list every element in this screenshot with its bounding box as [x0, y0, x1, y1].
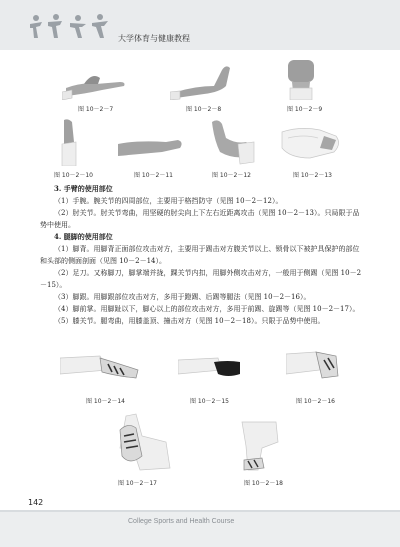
figure-photo-palm-heel — [170, 58, 240, 100]
paragraph: （1）脚背。用脚背正面部位攻击对方，主要用于踢击对方腹关节以上、锁骨以下被护具保护的部位和头部的侧面剖面（见图 10－2－14）。 — [40, 245, 360, 265]
figure-caption: 图 10－2－11 — [134, 172, 173, 179]
figure-photo-spear-hand — [56, 118, 82, 166]
figure-photo-hand-knife — [62, 58, 132, 100]
figure-photo-heel — [286, 348, 342, 388]
figure-photo-elbow — [280, 122, 342, 166]
figure-caption: 图 10－2－17 — [118, 480, 157, 487]
section-heading: 3. 手臂的使用部位 — [54, 184, 113, 193]
figure-photo-knee — [236, 420, 286, 472]
paragraph: （3）脚跟。用脚跟部位攻击对方，多用于蹬踢、后踢等腿法（见图 10－2－16）。 — [54, 293, 311, 301]
header-title: 大学体育与健康教程 — [118, 34, 190, 43]
figure-photo-knife-foot — [178, 356, 242, 388]
figure-photo-fist — [278, 56, 328, 100]
figure-caption: 图 10－2－14 — [86, 398, 125, 405]
page-number: 142 — [28, 498, 44, 507]
paragraph: （4）脚前掌。用脚趾以下，脚心以上的部位攻击对方，多用于前踢、旋踢等（见图 10－2－17）。 — [54, 305, 360, 313]
figure-photo-ball-of-foot — [106, 412, 176, 472]
figure-photo-forearm — [118, 130, 184, 164]
figure-caption: 图 10－2－10 — [54, 172, 93, 179]
section-heading: 4. 腿脚的使用部位 — [54, 232, 113, 241]
paragraph: （2）足刀。又称脚刀，脚掌端并拢，踝关节内扣，用脚外侧攻击对方，一般用于侧踢（见图 10－2－15）。 — [40, 269, 362, 289]
paragraph: （2）肘关节。肘关节弯曲，用坚硬的肘尖向上下左右近距离攻击（见图 10－2－13）。只局限于品势中使用。 — [40, 209, 360, 229]
paragraph: （5）膝关节。腿弯曲，用膝盖顶、撞击对方（见图 10－2－18）。只限于品势中使用。 — [54, 317, 325, 325]
body-text — [40, 183, 362, 327]
figure-caption: 图 10－2－13 — [293, 172, 332, 179]
figure-caption: 图 10－2－12 — [212, 172, 251, 179]
figure-caption: 图 10－2－15 — [190, 398, 229, 405]
figure-caption: 图 10－2－18 — [244, 480, 283, 487]
sports-figures-logo — [28, 12, 118, 44]
figure-caption: 图 10－2－7 — [78, 106, 114, 113]
footer-title: College Sports and Health Course — [128, 518, 235, 525]
figure-photo-instep — [60, 350, 142, 384]
figure-caption: 图 10－2－9 — [287, 106, 323, 113]
paragraph: （1）手腕。腕关节的四周部位，主要用于格挡防守（见图 10－2－12）。 — [54, 197, 283, 205]
figure-caption: 图 10－2－16 — [296, 398, 335, 405]
figure-caption: 图 10－2－8 — [186, 106, 222, 113]
figure-photo-wrist — [206, 116, 256, 166]
